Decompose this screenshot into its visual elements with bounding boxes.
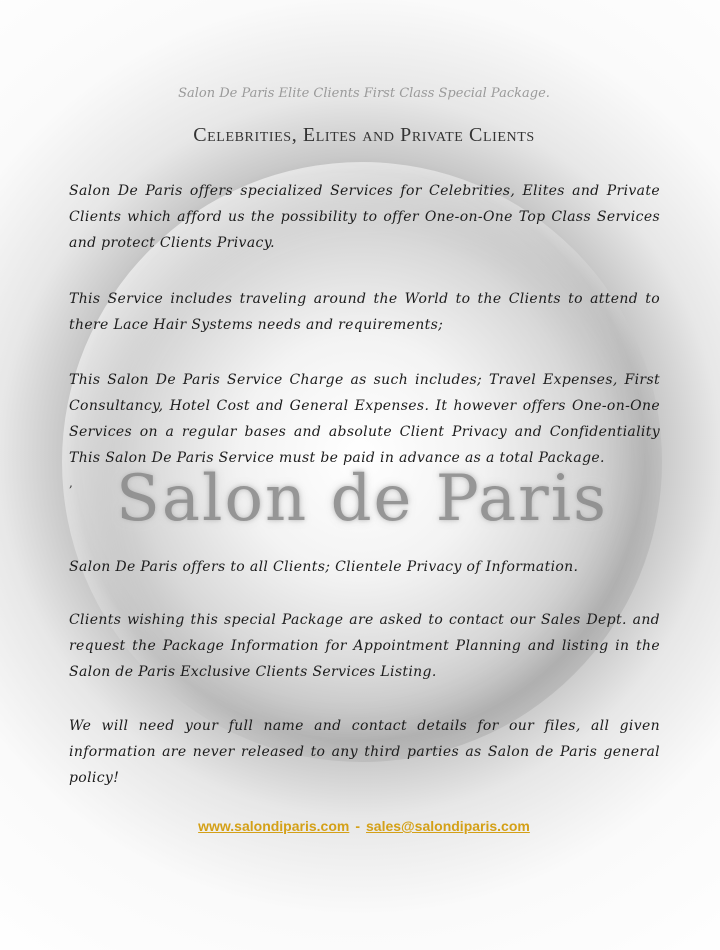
email-link[interactable]: sales@salondiparis.com (366, 818, 530, 834)
paragraph-charges: This Salon De Paris Service Charge as such includes; Travel Expenses, First Consultancy, Hotel Cost and General Expenses. It however offers One-on-One Services on a regular bases and absolute Client Privacy and Confidentiality This Salon De Paris Service must be paid in advance as a total Package. (69, 372, 660, 466)
document-heading: Celebrities, Elites and Private Clients (193, 124, 535, 146)
paragraph-travel: This Service includes traveling around the World to the Clients to attend to there Lace Hair Systems needs and requirements; (69, 291, 660, 333)
paragraph-policy: We will need your full name and contact details for our files, all given information are never released to any third parties as Salon de Paris general policy! (69, 718, 660, 786)
footer-separator: - (355, 818, 360, 834)
salon-watermark-logo: Salon de Paris (116, 462, 608, 536)
paragraph-intro: Salon De Paris offers specialized Services for Celebrities, Elites and Private Clients which afford us the possibility to offer One-on-One Top Class Services and protect Clients Privacy. (69, 183, 660, 251)
website-link[interactable]: www.salondiparis.com (198, 818, 350, 834)
document-subtitle: Salon De Paris Elite Clients First Class Special Package. (178, 86, 550, 101)
paragraph-contact: Clients wishing this special Package are asked to contact our Sales Dept. and request the Package Information for Appointment Planning and listing in the Salon de Paris Exclusive Clients Services Listing. (69, 612, 660, 680)
paragraph-privacy: Salon De Paris offers to all Clients; Clientele Privacy of Information. (69, 559, 579, 575)
footer-links (0, 818, 720, 834)
stray-mark: , (69, 476, 73, 490)
